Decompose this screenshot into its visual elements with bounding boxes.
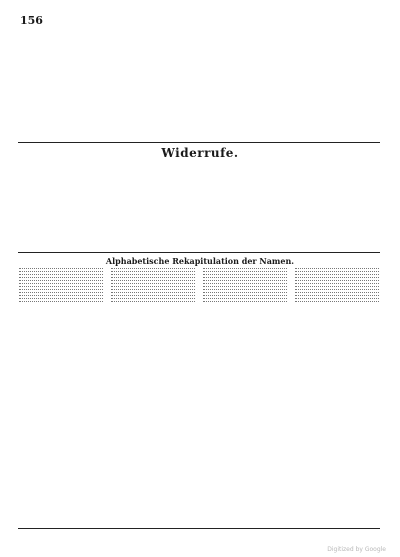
index-leader bbox=[203, 274, 287, 275]
revocations-column bbox=[110, 164, 198, 250]
index-leader bbox=[19, 271, 103, 272]
revocations-column bbox=[201, 164, 289, 250]
index-leader bbox=[295, 292, 379, 293]
index-leader bbox=[111, 298, 195, 299]
index-leader bbox=[203, 298, 287, 299]
index-row bbox=[110, 301, 196, 304]
index-leader bbox=[111, 277, 195, 278]
index-leader bbox=[295, 301, 379, 302]
index-leader bbox=[19, 283, 103, 284]
revocations-column bbox=[293, 164, 381, 250]
index-leader bbox=[295, 283, 379, 284]
index-leader bbox=[19, 292, 103, 293]
index-leader bbox=[203, 286, 287, 287]
index-leader bbox=[203, 280, 287, 281]
index-leader bbox=[295, 289, 379, 290]
page-number: 156 bbox=[20, 14, 43, 27]
index-column bbox=[202, 268, 288, 524]
index-leader bbox=[111, 286, 195, 287]
index-row bbox=[18, 301, 104, 304]
index-leader bbox=[19, 301, 103, 302]
index-leader bbox=[203, 271, 287, 272]
index-leader bbox=[111, 283, 195, 284]
index-leader bbox=[111, 292, 195, 293]
notices-right-column bbox=[204, 28, 380, 140]
index-leader bbox=[295, 295, 379, 296]
index-leader bbox=[111, 301, 195, 302]
index-leader bbox=[19, 274, 103, 275]
index-leader bbox=[295, 286, 379, 287]
index-leader bbox=[203, 277, 287, 278]
index-leader bbox=[19, 298, 103, 299]
footer-divider bbox=[18, 528, 380, 529]
notices-block bbox=[18, 28, 380, 140]
index-leader bbox=[295, 298, 379, 299]
section-divider bbox=[18, 252, 380, 253]
index-leader bbox=[295, 274, 379, 275]
index-leader bbox=[203, 292, 287, 293]
index-leader bbox=[19, 286, 103, 287]
index-column bbox=[110, 268, 196, 524]
index-leader bbox=[19, 268, 103, 269]
index-leader bbox=[203, 301, 287, 302]
index-leader bbox=[295, 268, 379, 269]
index-leader bbox=[295, 271, 379, 272]
index-leader bbox=[111, 268, 195, 269]
alphabetical-index bbox=[18, 268, 380, 524]
revocations-list bbox=[18, 164, 380, 250]
index-leader bbox=[19, 277, 103, 278]
index-leader bbox=[111, 280, 195, 281]
section-divider bbox=[18, 142, 380, 143]
notices-left-column bbox=[18, 28, 194, 140]
section-title: Widerrufe. bbox=[161, 146, 239, 160]
index-row bbox=[294, 301, 380, 304]
index-leader bbox=[295, 277, 379, 278]
index-column bbox=[18, 268, 104, 524]
index-row bbox=[202, 301, 288, 304]
index-title: Alphabetische Rekapitulation der Namen. bbox=[105, 256, 295, 266]
index-leader bbox=[111, 274, 195, 275]
index-leader bbox=[19, 280, 103, 281]
revocations-column bbox=[18, 164, 106, 250]
index-leader bbox=[19, 295, 103, 296]
index-leader bbox=[111, 289, 195, 290]
index-leader bbox=[203, 289, 287, 290]
index-leader bbox=[203, 268, 287, 269]
index-leader bbox=[295, 280, 379, 281]
index-leader bbox=[111, 295, 195, 296]
index-column bbox=[294, 268, 380, 524]
index-leader bbox=[19, 289, 103, 290]
index-leader bbox=[111, 271, 195, 272]
index-leader bbox=[203, 283, 287, 284]
digitizer-watermark: Digitized by Google bbox=[327, 546, 386, 553]
index-leader bbox=[203, 295, 287, 296]
